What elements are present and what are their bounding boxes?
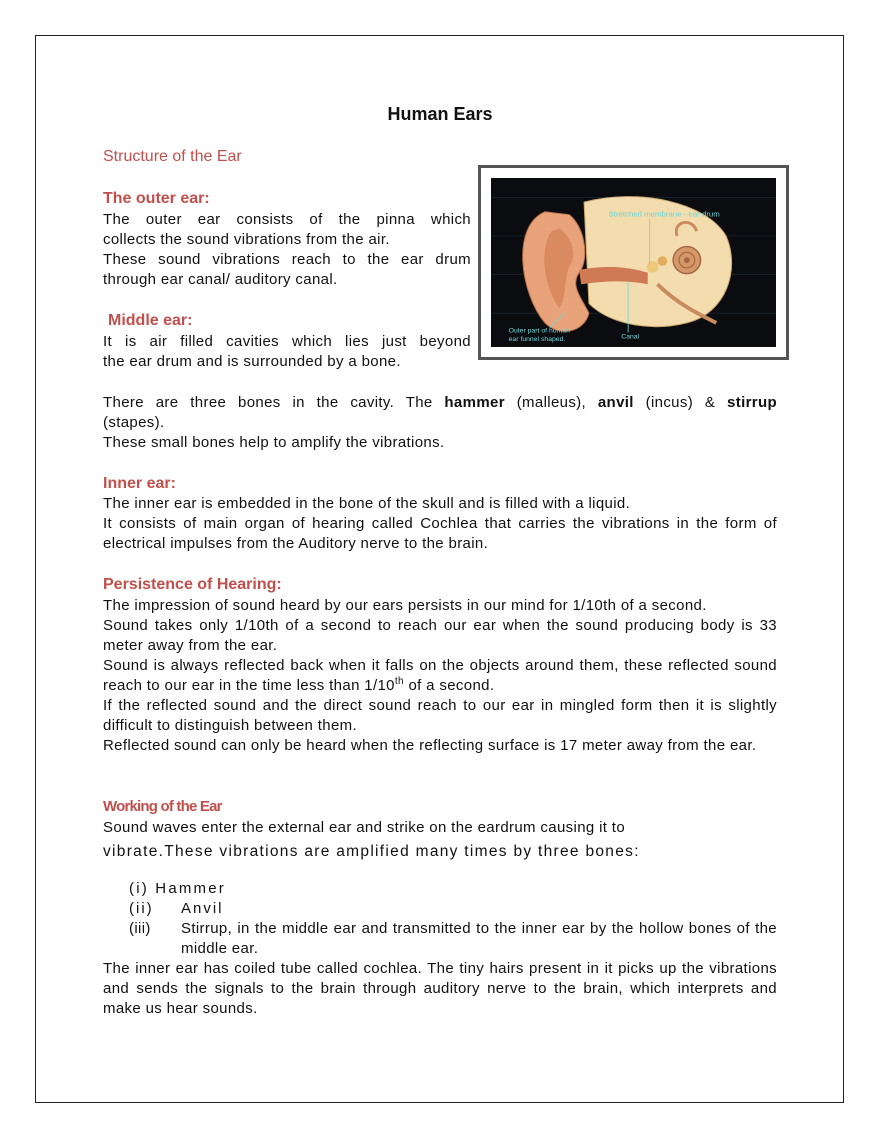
bones-text: (stapes).: [103, 414, 165, 431]
p3-text: Sound is always reflected back when it falls on the objects around them, these reflected sound reach to our ear in the time less than 1/10: [103, 657, 777, 694]
middle-line: It is air filled cavities which lies just beyond: [103, 333, 471, 350]
ear-diagram-figure: [478, 165, 789, 360]
persistence-p1: The impression of sound heard by our ears persists in our mind for 1/10th of a second.: [103, 597, 707, 614]
working-line-2: vibrate.These vibrations are amplified many times by three bones:: [103, 843, 640, 860]
label-funnel: ear funnel shaped.: [508, 336, 566, 344]
inner-ear-text: [103, 494, 777, 554]
outer-line: collects the sound vibrations from the air.: [103, 231, 390, 248]
persistence-p5: Reflected sound can only be heard when the reflecting surface is 17 meter away from the ear.: [103, 737, 757, 754]
list-num: (iii): [129, 920, 151, 937]
working-closing: The inner ear has coiled tube called cochlea. The tiny hairs present in it picks up the vibrations and sends the signals to the brain through auditory nerve to the brain, which interprets and make us hear sounds.: [103, 960, 777, 1017]
list-num: (ii): [129, 900, 154, 917]
p3-text-end: of a second.: [403, 677, 495, 694]
inner-ear-heading: Inner ear:: [103, 475, 176, 492]
ear-anatomy-image: [491, 178, 776, 347]
inner-line: It consists of main organ of hearing called Cochlea that carries the vibrations in the form of electrical impulses from the Auditory nerve to the brain.: [103, 515, 777, 552]
list-item: [129, 899, 777, 919]
outer-line: The outer ear consists of the pinna which: [103, 211, 471, 228]
label-ear-drum: Stretched membrane - ear drum: [608, 209, 720, 219]
document-title: Human Ears: [387, 104, 493, 124]
bones-text: There are three bones in the cavity. The: [103, 394, 445, 411]
label-canal: Canal: [621, 333, 640, 341]
label-outer-part: Outer part of human: [508, 327, 570, 335]
working-line-1: Sound waves enter the external ear and strike on the eardrum causing it to: [103, 819, 626, 836]
outer-ear-text: [103, 210, 471, 290]
p3-sup: th: [394, 676, 404, 687]
bones-paragraph: [103, 393, 777, 453]
bones-text: (incus) &: [633, 394, 728, 411]
bones-line: [103, 393, 777, 413]
middle-line: the ear drum and is surrounded by a bone.: [103, 353, 401, 370]
list-item-anvil: Anvil: [181, 900, 224, 917]
bone-anvil: anvil: [597, 394, 634, 411]
persistence-p2: Sound takes only 1/10th of a second to reach our ear when the sound producing body is 33 meter away from the ear.: [103, 617, 777, 654]
inner-line: The inner ear is embedded in the bone of the skull and is filled with a liquid.: [103, 495, 631, 512]
middle-ear-heading: Middle ear:: [108, 312, 193, 329]
outer-ear-heading: The outer ear:: [103, 190, 210, 207]
section-heading: Structure of the Ear: [103, 148, 242, 165]
persistence-p3: [103, 656, 777, 696]
list-item: [129, 919, 777, 959]
persistence-heading: Persistence of Hearing:: [103, 576, 282, 593]
bones-text: (malleus),: [504, 394, 598, 411]
list-item: [129, 879, 777, 899]
outer-line: These sound vibrations reach to the ear drum: [103, 251, 471, 268]
middle-ear-text: [103, 332, 471, 372]
list-item-hammer: (i) Hammer: [129, 880, 226, 897]
bone-hammer: hammer: [444, 394, 505, 411]
amplify-text: These small bones help to amplify the vibrations.: [103, 434, 445, 451]
persistence-text: [103, 596, 777, 756]
bones-list: [129, 879, 777, 959]
working-heading: Working of the Ear: [103, 798, 222, 815]
persistence-p4: If the reflected sound and the direct sound reach to our ear in mingled form then it is slightly difficult to distinguish between them.: [103, 697, 777, 734]
list-item-stirrup: Stirrup, in the middle ear and transmitted to the inner ear by the hollow bones of the middle ear.: [181, 920, 777, 957]
bone-stirrup: stirrup: [727, 394, 777, 411]
outer-line: through ear canal/ auditory canal.: [103, 271, 338, 288]
